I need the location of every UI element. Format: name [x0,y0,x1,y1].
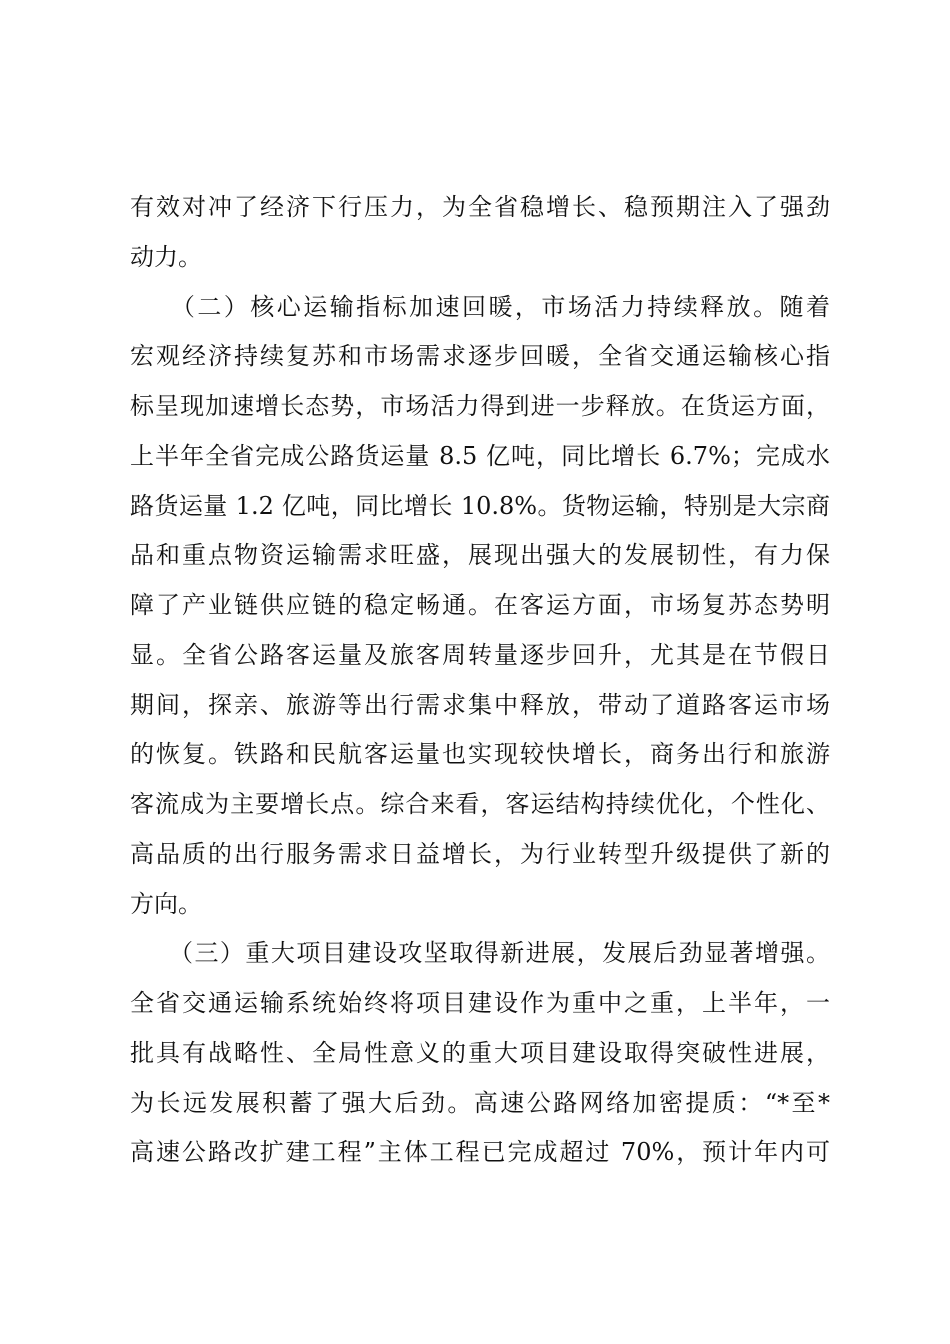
text-line: （二）核心运输指标加速回暖，市场活力持续释放。随着 [130,292,830,321]
text-line: 为长远发展积蓄了强大后劲。高速公路网络加密提质：“*至* [130,1088,830,1117]
text-line: 路货运量 1.2 亿吨，同比增长 10.8%。货物运输，特别是大宗商 [130,491,830,520]
document-body [130,183,830,1178]
text-line: 动力。 [130,242,202,271]
text-line: 宏观经济持续复苏和市场需求逐步回暖，全省交通运输核心指 [130,342,830,371]
text-line: （三）重大项目建设攻坚取得新进展，发展后劲显著增强。 [130,939,830,968]
text-line: 显。全省公路客运量及旅客周转量逐步回升，尤其是在节假日 [130,640,830,669]
text-line: 高速公路改扩建工程”主体工程已完成超过 70%，预计年内可 [130,1138,830,1167]
text-line: 障了产业链供应链的稳定畅通。在客运方面，市场复苏态势明 [130,591,830,619]
text-line: 的恢复。铁路和民航客运量也实现较快增长，商务出行和旅游 [130,740,830,769]
text-line: 上半年全省完成公路货运量 8.5 亿吨，同比增长 6.7%；完成水 [130,441,830,470]
text-line: 方向。 [130,889,202,918]
text-line: 批具有战略性、全局性意义的重大项目建设取得突破性进展， [130,1038,830,1067]
text-line: 品和重点物资运输需求旺盛，展现出强大的发展韧性，有力保 [130,541,830,570]
text-line: 标呈现加速增长态势，市场活力得到进一步释放。在货运方面， [130,392,830,420]
text-line: 期间，探亲、旅游等出行需求集中释放，带动了道路客运市场 [130,690,830,719]
text-line: 高品质的出行服务需求日益增长，为行业转型升级提供了新的 [130,839,830,868]
text-line: 客流成为主要增长点。综合来看，客运结构持续优化，个性化、 [130,790,830,818]
text-line: 有效对冲了经济下行压力，为全省稳增长、稳预期注入了强劲 [130,193,830,221]
text-line: 全省交通运输系统始终将项目建设作为重中之重，上半年，一 [130,989,830,1017]
